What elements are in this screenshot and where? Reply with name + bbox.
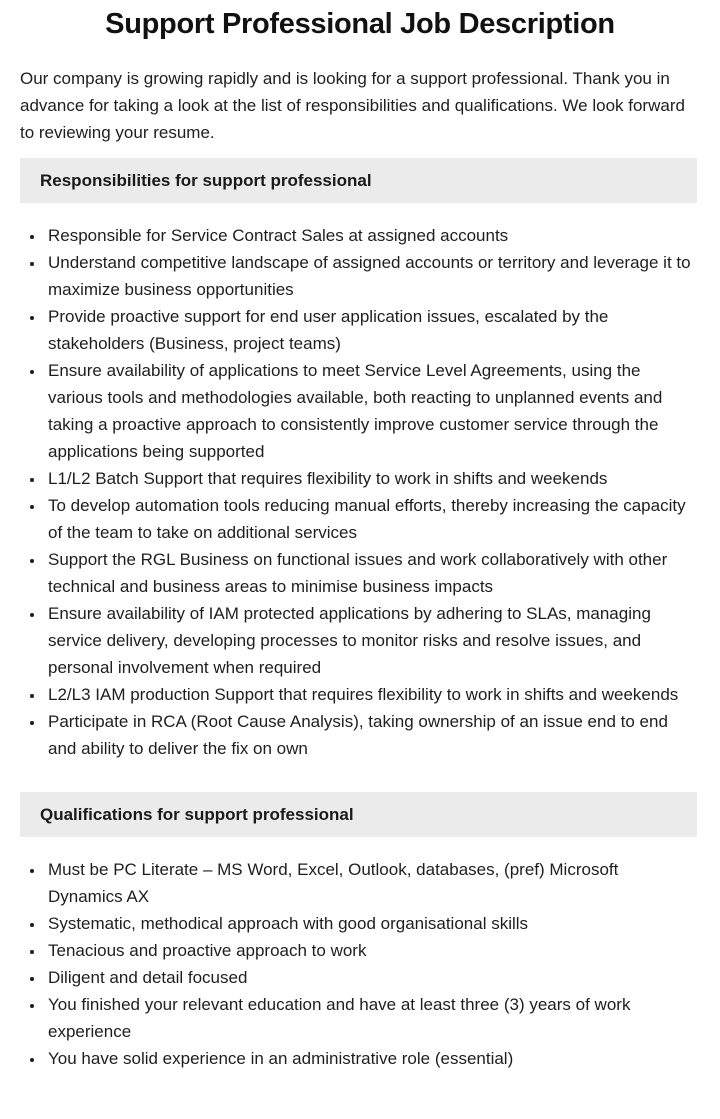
list-item: • Tenacious and proactive approach to work [45, 937, 697, 964]
list-item: • You finished your relevant education and have at least three (3) years of work experience [45, 991, 697, 1045]
section-heading-label: Qualifications for support professional [40, 805, 354, 825]
list-item: • Support the RGL Business on functional issues and work collaboratively with other technical and business areas to minimise business impacts [45, 546, 697, 600]
list-item: • Responsible for Service Contract Sales at assigned accounts [45, 222, 697, 249]
section-header-responsibilities [20, 158, 697, 203]
list-item: • Ensure availability of applications to meet Service Level Agreements, using the various tools and methodologies available, both reacting to unplanned events and taking a proactive approach to consistently improve customer service through the applications being supported [45, 357, 697, 465]
list-item: • Diligent and detail focused [45, 964, 697, 991]
list-item: • Must be PC Literate – MS Word, Excel, Outlook, databases, (pref) Microsoft Dynamics AX [45, 856, 697, 910]
list-item: • L2/L3 IAM production Support that requires flexibility to work in shifts and weekends [45, 681, 697, 708]
section-header-qualifications [20, 792, 697, 837]
list-item: • To develop automation tools reducing manual efforts, thereby increasing the capacity of the team to take on additional services [45, 492, 697, 546]
job-description-page [0, 8, 720, 1072]
section-heading-label: Responsibilities for support professional [40, 171, 372, 191]
list-item: • You have solid experience in an administrative role (essential) [45, 1045, 697, 1072]
responsibilities-list [20, 222, 697, 762]
list-item: • Ensure availability of IAM protected applications by adhering to SLAs, managing service delivery, developing processes to monitor risks and resolve issues, and personal involvement when required [45, 600, 697, 681]
list-item: • Understand competitive landscape of assigned accounts or territory and leverage it to maximize business opportunities [45, 249, 697, 303]
list-item: • L1/L2 Batch Support that requires flexibility to work in shifts and weekends [45, 465, 697, 492]
qualifications-list [20, 856, 697, 1072]
list-item: • Systematic, methodical approach with good organisational skills [45, 910, 697, 937]
page-title: Support Professional Job Description [105, 8, 615, 40]
list-item: • Participate in RCA (Root Cause Analysis), taking ownership of an issue end to end and ability to deliver the fix on own [45, 708, 697, 762]
intro-paragraph: Our company is growing rapidly and is looking for a support professional. Thank you in advance for taking a look at the list of responsibilities and qualifications. We look forward to reviewing your resume. [20, 69, 685, 143]
list-item: • Provide proactive support for end user application issues, escalated by the stakeholders (Business, project teams) [45, 303, 697, 357]
